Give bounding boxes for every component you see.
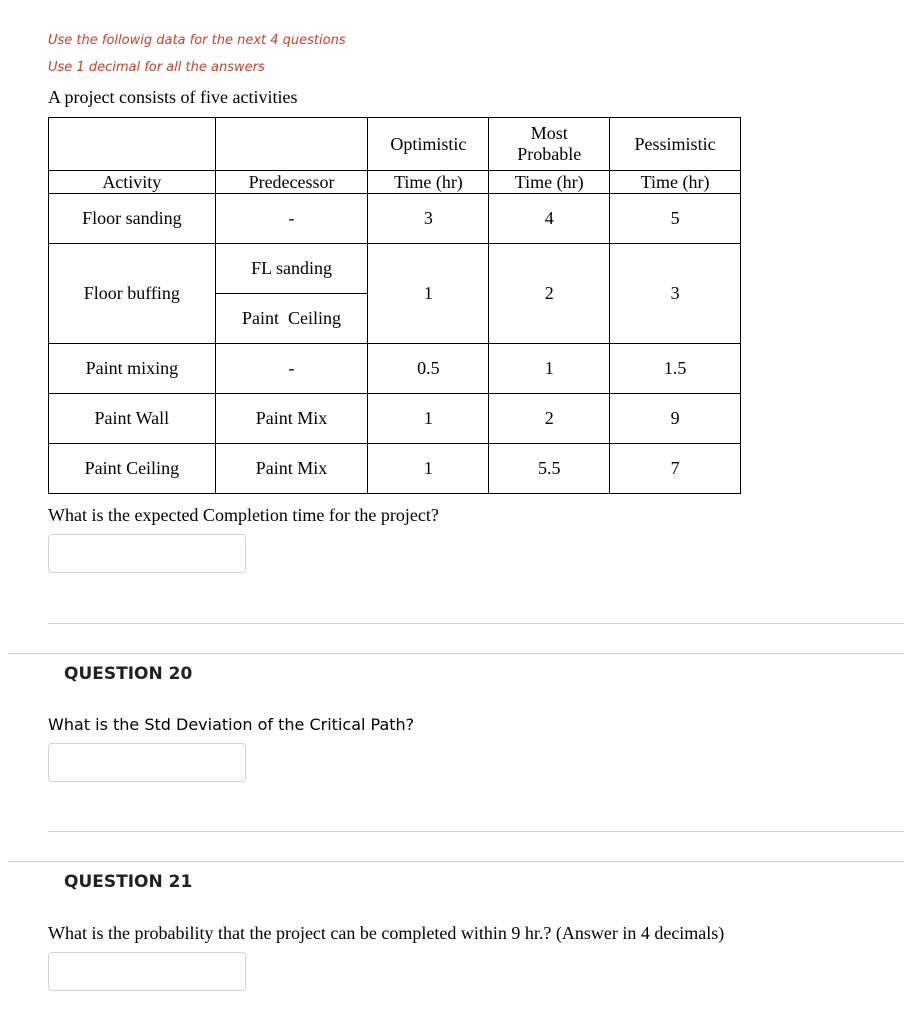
section-divider: [48, 831, 904, 832]
intro-text: A project consists of five activities: [48, 87, 298, 107]
cell-most-probable: 2: [489, 394, 610, 444]
cell-predecessor: [215, 244, 368, 344]
cell-optimistic: 1: [368, 394, 489, 444]
cell-most-probable: 1: [489, 344, 610, 394]
q20-heading: QUESTION 20: [64, 664, 193, 684]
header-blank-predecessor: [215, 118, 368, 171]
header-optimistic: Optimistic: [368, 118, 489, 171]
q21-prompt: What is the probability that the project can be completed within 9 hr.? (Answer in 4 decimals): [48, 923, 725, 943]
cell-activity: Floor buffing: [49, 244, 216, 344]
cell-pessimistic: 9: [610, 394, 741, 444]
table-row: [49, 394, 741, 444]
table-row: [49, 344, 741, 394]
cell-activity: Floor sanding: [49, 194, 216, 244]
instruction-note-decimals: Use 1 decimal for all the answers: [48, 60, 265, 75]
cell-activity: Paint mixing: [49, 344, 216, 394]
q20-prompt: What is the Std Deviation of the Critical Path?: [48, 715, 415, 734]
cell-predecessor-a: FL sanding: [216, 244, 368, 294]
header-most-probable-unit: Time (hr): [489, 171, 610, 194]
cell-optimistic: 1: [368, 444, 489, 494]
cell-predecessor: -: [215, 194, 368, 244]
table-subheader-row: [49, 171, 741, 194]
cell-most-probable: 5.5: [489, 444, 610, 494]
question-divider: [8, 653, 904, 654]
header-most-probable-line2: Probable: [517, 144, 582, 164]
header-optimistic-unit: Time (hr): [368, 171, 489, 194]
cell-predecessor: Paint Mix: [215, 444, 368, 494]
cell-activity: Paint Ceiling: [49, 444, 216, 494]
cell-optimistic: 1: [368, 244, 489, 344]
cell-predecessor: Paint Mix: [215, 394, 368, 444]
cell-predecessor-b: Paint Ceiling: [242, 308, 342, 328]
q20-answer-input[interactable]: [48, 743, 246, 782]
table-row: [49, 194, 741, 244]
cell-most-probable: 4: [489, 194, 610, 244]
header-activity: Activity: [49, 171, 216, 194]
cell-most-probable: 2: [489, 244, 610, 344]
q19-prompt: What is the expected Completion time for the project?: [48, 505, 439, 525]
table-header-row: [49, 118, 741, 171]
q19-answer-input[interactable]: [48, 534, 246, 573]
section-divider: [48, 623, 904, 624]
q21-heading: QUESTION 21: [64, 872, 193, 892]
cell-predecessor: -: [215, 344, 368, 394]
header-predecessor: Predecessor: [215, 171, 368, 194]
question-divider: [8, 861, 904, 862]
cell-pessimistic: 5: [610, 194, 741, 244]
table-row: [49, 244, 741, 344]
header-most-probable: [489, 118, 610, 171]
header-blank-activity: [49, 118, 216, 171]
cell-optimistic: 0.5: [368, 344, 489, 394]
cell-pessimistic: 7: [610, 444, 741, 494]
cell-pessimistic: 1.5: [610, 344, 741, 394]
cell-activity: Paint Wall: [49, 394, 216, 444]
cell-pessimistic: 3: [610, 244, 741, 344]
activity-table: [48, 117, 741, 494]
q21-answer-input[interactable]: [48, 952, 246, 991]
header-most-probable-line1: Most: [530, 123, 568, 143]
cell-optimistic: 3: [368, 194, 489, 244]
header-pessimistic-unit: Time (hr): [610, 171, 741, 194]
table-row: [49, 444, 741, 494]
header-pessimistic: Pessimistic: [610, 118, 741, 171]
instruction-note-data: Use the followig data for the next 4 questions: [48, 33, 346, 48]
